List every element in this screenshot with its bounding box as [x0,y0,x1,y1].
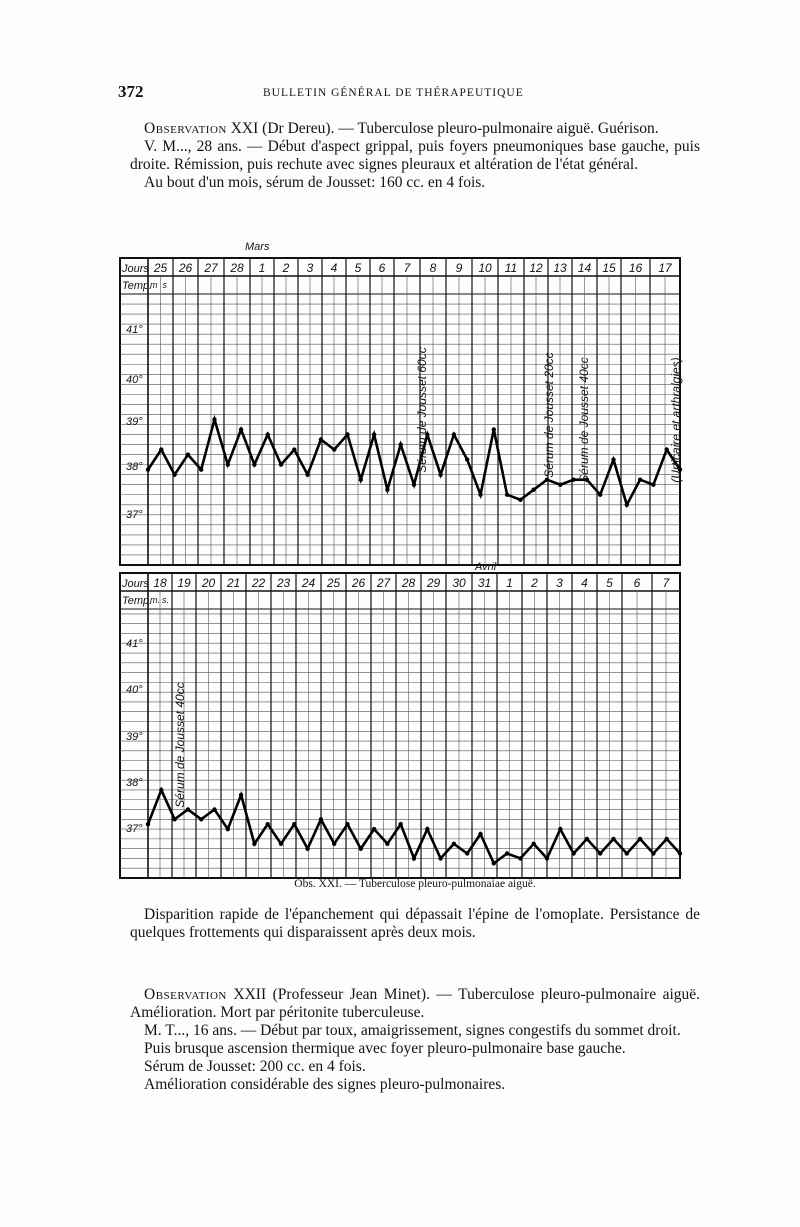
temperature-point [571,851,575,855]
temperature-point [385,488,389,492]
temperature-point [385,842,389,846]
serum-annotation: Sérum de Jousset 40cc [173,682,187,808]
day-label: 3 [306,261,314,275]
temperature-point [345,822,349,826]
temperature-point [412,483,416,487]
observation-22-history: M. T..., 16 ans. — Début par toux, amaigrissement, signes congestifs du sommet droit. [144,1022,681,1039]
day-label: 25 [153,261,168,275]
temperature-point [611,457,615,461]
observation-label: Observation [144,986,227,1003]
temperature-point [226,462,230,466]
chart-frame [120,573,680,878]
temperature-point [359,478,363,482]
temperature-point [199,467,203,471]
temperature-point [332,447,336,451]
month-label: Mars [245,241,270,253]
temperature-point [146,822,150,826]
temperature-tick-label: 37° [126,823,143,835]
temperature-point [305,473,309,477]
temperature-point [638,478,642,482]
observation-22-course: Puis brusque ascension thermique avec foyer pleuro-pulmonaire base gauche. [144,1040,626,1057]
temperature-point [585,837,589,841]
day-label: 27 [376,576,391,590]
observation-21-history: V. M..., 28 ans. — Début d'aspect grippal, puis foyers pneumoniques base gauche, puis droite. Rémission, puis rechute avec signes pleuraux et altération de l'état général. [130,138,700,173]
day-label: 9 [455,261,463,275]
day-label: 21 [226,576,241,590]
temperature-tick-label: 40° [126,374,143,386]
day-label: 10 [478,261,492,275]
serum-annotation: (Urticaire et arthralgies) [669,357,683,483]
temperature-tick-label: 39° [126,416,143,428]
day-label: 22 [251,576,266,590]
temperature-point [492,861,496,865]
temperature-point [571,478,575,482]
temperature-point [625,503,629,507]
temperature-tick-label: 38° [126,777,143,789]
temperature-point [611,837,615,841]
temperature-point [651,851,655,855]
temperature-point [651,483,655,487]
day-label: 31 [477,576,492,590]
observation-label: Observation [144,120,227,137]
temperature-point [505,851,509,855]
day-label: 18 [153,576,167,590]
temperature-point [412,856,416,860]
day-label: 6 [633,576,641,590]
day-label: 1 [506,576,513,590]
observation-number: XXI [230,120,259,137]
temperature-point [452,432,456,436]
observation-number: XXII [233,986,267,1003]
figure-caption: Obs. XXI. — Tuberculose pleuro-pulmonaiae aiguë. [294,878,536,890]
temperature-point [239,793,243,797]
day-label: 2 [282,261,290,275]
temperature-tick-label: 39° [126,731,143,743]
temperature-point [332,842,336,846]
day-label: 6 [378,261,386,275]
temperature-tick-label: 41° [126,324,143,336]
row-label-morning: m. [150,595,160,605]
temperature-point [478,832,482,836]
temperature-point [465,457,469,461]
observation-title: — Tuberculose pleuro-pulmonaire aiguë. Amélioration. Mort par péritonite tuberculeuse. [130,986,701,1021]
temperature-point [665,837,669,841]
temperature-point [266,822,270,826]
temperature-point [678,851,682,855]
temperature-point [598,493,602,497]
month-label: Avril [475,561,497,573]
temperature-point [492,427,496,431]
temperature-curve [148,420,680,505]
observation-22-heading [130,986,700,1022]
running-title: BULLETIN GÉNÉRAL DE THÉRAPEUTIQUE [263,87,524,99]
temperature-point [425,827,429,831]
temperature-point [438,473,442,477]
temperature-point [359,847,363,851]
observation-title: — Tuberculose pleuro-pulmonaire aiguë. Guérison. [338,120,659,137]
temperature-point [292,447,296,451]
observation-22-outcome: Amélioration considérable des signes pleuro-pulmonaires. [144,1076,506,1093]
row-label-days: Jours [122,263,149,275]
temperature-point [212,807,216,811]
day-label: 5 [354,261,362,275]
temperature-point [186,452,190,456]
temperature-point [518,856,522,860]
observation-22-treatment: Sérum de Jousset: 200 cc. en 4 fois. [144,1058,366,1075]
temperature-point [292,822,296,826]
day-label: 26 [178,261,193,275]
temperature-point [625,851,629,855]
temperature-point [638,837,642,841]
day-label: 8 [429,261,437,275]
temperature-point [252,462,256,466]
temperature-point [305,847,309,851]
day-label: 29 [426,576,441,590]
row-label-morning: m [150,280,158,290]
temperature-point [279,842,283,846]
temperature-point [319,817,323,821]
page-number: 372 [118,82,144,101]
temperature-point [545,856,549,860]
day-label: 24 [301,576,316,590]
day-label: 13 [553,261,567,275]
day-label: 28 [401,576,416,590]
day-label: 4 [581,576,588,590]
temperature-point [159,447,163,451]
day-label: 27 [204,261,218,275]
temperature-point [399,822,403,826]
row-label-temp: Temp. [122,280,153,292]
day-label: 5 [606,576,613,590]
temperature-point [199,817,203,821]
day-label: 19 [177,576,191,590]
temperature-point [598,851,602,855]
temperature-tick-label: 38° [126,461,143,473]
temperature-point [279,462,283,466]
temperature-tick-label: 41° [126,638,143,650]
day-label: 28 [230,261,244,275]
day-label: 7 [403,261,411,275]
day-label: 7 [662,576,670,590]
day-label: 14 [577,261,592,275]
row-label-evening: s [162,280,167,290]
temperature-point [399,442,403,446]
serum-annotation: Sérum de Jousset 60cc [415,347,429,473]
temperature-point [266,432,270,436]
day-label: 3 [556,576,563,590]
temperature-point [505,493,509,497]
serum-annotation: Sérum de Jousset 40cc [577,357,591,483]
temperature-point [146,467,150,471]
temperature-tick-label: 40° [126,684,143,696]
temperature-point [558,483,562,487]
day-label: 20 [201,576,216,590]
observation-22-text [130,986,700,1094]
row-label-temp: Temp. [122,595,153,607]
day-label: 25 [326,576,341,590]
row-label-days: Jours [122,578,149,590]
temperature-point [212,417,216,421]
temperature-point [532,488,536,492]
temperature-point [465,851,469,855]
day-label: 15 [602,261,616,275]
temperature-point [226,827,230,831]
temperature-point [239,427,243,431]
observation-author: (Professeur Jean Minet). [272,986,430,1003]
temperature-point [372,432,376,436]
day-label: 1 [258,261,266,275]
day-label: 30 [452,576,466,590]
temperature-point [452,842,456,846]
day-label: 16 [628,261,643,275]
temperature-point [558,827,562,831]
temperature-point [518,498,522,502]
temperature-point [372,827,376,831]
temperature-point [438,856,442,860]
temperature-point [319,437,323,441]
day-label: 26 [351,576,366,590]
observation-author: (Dr Dereu). [262,120,335,137]
day-label: 23 [276,576,291,590]
temperature-tick-label: 37° [126,509,143,521]
day-label: 12 [529,261,543,275]
day-label: 17 [658,261,672,275]
temperature-point [532,842,536,846]
temperature-point [172,817,176,821]
row-label-evening: s. [162,595,170,605]
temperature-point [478,493,482,497]
temperature-point [172,473,176,477]
day-label: 4 [330,261,338,275]
serum-annotation: Sérum de Jousset 20cc [542,352,556,478]
day-label: 11 [504,261,518,275]
paragraph-after-figure [130,906,700,942]
paragraph-evolution: Disparition rapide de l'épanchement qui dépassait l'épine de l'omoplate. Persistance de quelques frottements qui disparaissent après deux mois. [130,906,700,941]
temperature-point [252,842,256,846]
temperature-point [159,788,163,792]
day-label: 2 [531,576,538,590]
observation-21-treatment: Au bout d'un mois, sérum de Jousset: 160 cc. en 4 fois. [144,174,486,191]
temperature-point [345,432,349,436]
